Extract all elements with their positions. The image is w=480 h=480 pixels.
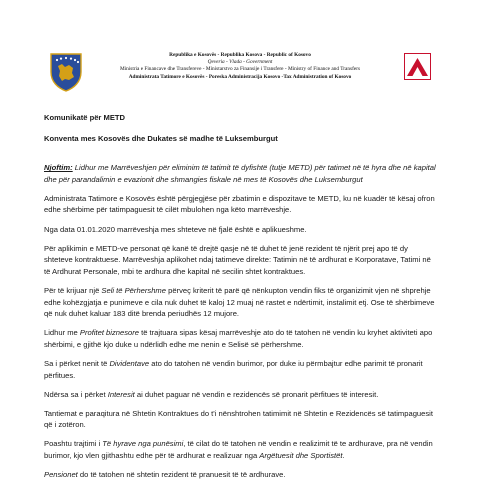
text-segment: ato do tatohen në vendin burimor, por duke iu përmbajtur edhe parimit të pronarit përfitues. <box>44 358 423 380</box>
header-line-government: Qeveria - Vlada - Government <box>207 59 273 66</box>
notice-text: Lidhur me Marrëveshjen për eliminim të tatimit të dyfishtë (tutje METD) për tatimet në të hyra dhe në kapital dhe për parandalimin e evazionit dhe shmangies fiskale në mes të Kosovës dhe Luksemburgut <box>44 163 436 184</box>
paragraph-scope: Për aplikimin e METD-ve personat që kanë të drejtë qasje në të duhet të jenë rezident të njërit prej apo të dy shteteve kontraktuese. Marrëveshja aplikohet ndaj tatimeve direkte: Tatimin në të ardhurat e Korporatave, Tatimi në të Ardhurat Personale, mbi te ardhura dhe kapital në secilin shtet kontraktues. <box>44 243 431 276</box>
text-segment: Lidhur me <box>44 328 80 338</box>
paragraph-responsibility: Administrata Tatimore e Kosovës është përgjegjëse për zbatimin e dispozitave te METD, ku në kuadër të kësaj ofron edhe shërbime për tatimpaguesit të cilët mbulohen nga këto marrëveshje. <box>44 193 435 215</box>
text-segment: Ndërsa sa i përket <box>44 389 108 399</box>
paragraph-interest <box>44 389 436 401</box>
text-segment: . <box>342 450 345 460</box>
italic-term: Interesit <box>107 389 135 399</box>
header-line-country: Republika e Kosovës - Republika Kosova - Republic of Kosovo <box>169 52 311 58</box>
paragraph-business-profits <box>44 327 436 350</box>
italic-term: Pensionet <box>44 470 78 480</box>
italic-term: Të hyrave nga punësimi <box>102 439 184 449</box>
text-segment: Për të krijuar një <box>44 285 102 295</box>
notice-label: Njoftim: <box>44 163 73 173</box>
italic-term: Seli të Përhershme <box>101 285 166 295</box>
text-segment: Sa i përket nenit të <box>44 358 110 368</box>
italic-term: Argëtuesit dhe Sportistët <box>259 450 343 460</box>
tax-administration-logo-icon <box>404 53 431 80</box>
paragraph-employment-income <box>44 438 436 461</box>
text-segment: do të tatohen në shtetin rezident të pranuesit të të ardhurave. <box>77 470 286 480</box>
text-segment: ai duhet paguar në vendin e rezidencës së pronarit përfitues të interesit. <box>134 389 379 399</box>
header-line-ministry: Ministria e Financave dhe Transfereve - Ministarstvo za Finansije i Transfere - Ministry of Finance and Transfers <box>119 66 361 73</box>
document-subtitle: Konventa mes Kosovës dhe Dukates së madhe të Luksemburgut <box>44 133 278 143</box>
italic-term: Dividentave <box>109 358 150 368</box>
document-title: Komunikatë për METD <box>44 113 126 122</box>
text-segment: , të cilat do të tatohen në vendin e realizimit të te ardhurave, pra në vendin burimor, kjo vlen gjithashtu edhe për të ardhurat e realizuar nga <box>44 439 433 460</box>
paragraph-pensions <box>44 469 436 480</box>
document-body <box>44 108 436 480</box>
header-line-tax-administration: Administrata Tatimore e Kosovës - Poreska Administracija Kosovo -Tax Administration of Kosovo <box>128 73 352 80</box>
italic-term: Profitet biznesore <box>79 328 139 338</box>
notice-paragraph <box>44 162 436 185</box>
text-segment: përveç kriterit të parë që nënkupton vendin fiks të organizimit vjen në shprehje edhe kohëzgjatja e punimeve e cila nuk duhet të kaloj 12 muaj në rastet e ndërtimit, instalimit etj. Ose të shërbimeve që nuk duhet kaluar 183 ditë brenda periudhës 12 mujore. <box>44 285 435 319</box>
text-segment: të trajtuara sipas kësaj marrëveshje ato do të tatohen në vendin ku kryhet aktiviteti apo shërbimi, e gjithë kjo duke u ndërlidh edhe me nenin e Selisë së përhershme. <box>44 328 433 349</box>
paragraph-dividends <box>44 358 436 381</box>
text-segment: Poashtu trajtimi i <box>44 439 103 449</box>
paragraph-royalties: Tantiemat e paraqitura në Shtetin Kontraktues do t'i nënshtrohen tatimimit në Shtetin e Rezidencës së tatimpaguesit që i zotëron. <box>44 408 433 430</box>
paragraph-permanent-establishment <box>44 285 436 320</box>
paragraph-applicability-date: Nga data 01.01.2020 marrëveshja mes shteteve në fjalë është e aplikueshme. <box>44 224 307 234</box>
